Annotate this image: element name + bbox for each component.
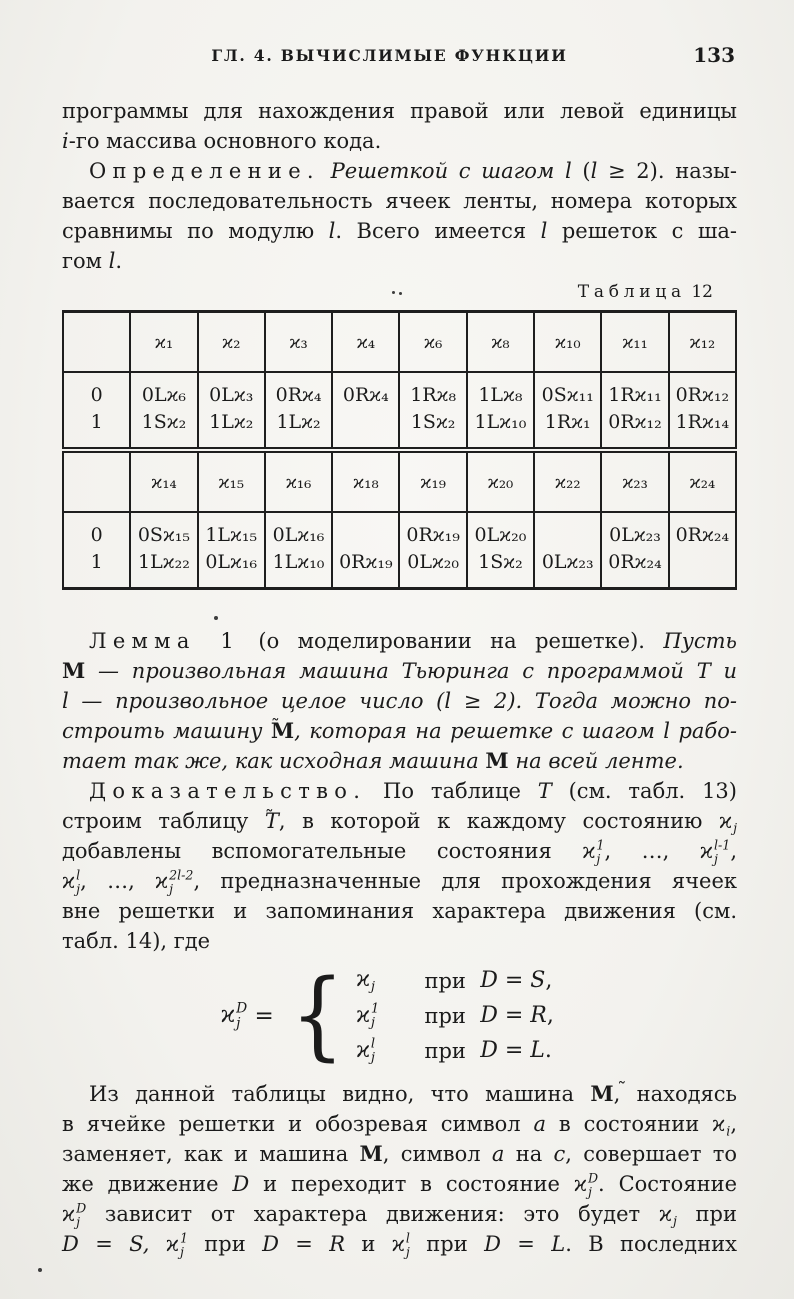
- text-line: вне решетки и запоминания характера движения (см.: [62, 899, 737, 923]
- table-data-row-1: [63, 372, 736, 450]
- program-cell: 0Rϰ₄ 1Lϰ₂: [265, 372, 332, 450]
- text-line: ϰ D j зависит от характера движения: это будет ϰ j при: [62, 1200, 737, 1230]
- equation-case-row: ϰ l j при D = L.: [356, 1036, 552, 1066]
- text-line: i-го массива основного кода.: [62, 129, 382, 153]
- text-line: строим таблицу T ˜, в которой к каждому состоянию ϰ j: [62, 806, 737, 836]
- state-header-cell: ϰ₁₂: [669, 312, 736, 373]
- text-line: табл. 14), где: [62, 929, 211, 953]
- state-header-cell: ϰ₁₁: [601, 312, 668, 373]
- corner-cell: [63, 312, 130, 373]
- state-header-cell: ϰ₁₀: [534, 312, 601, 373]
- program-cell: 0Sϰ₁₁ 1Rϰ₁: [534, 372, 601, 450]
- program-cell: 0Rϰ₁₉: [332, 512, 399, 589]
- text-line: Определение. Решеткой с шагом l (l ≥ 2). назы-: [89, 159, 737, 183]
- text-line: Из данной таблицы видно, что машина M ˜, находясь: [62, 1079, 737, 1109]
- text-line: добавлены вспомогательные состояния ϰ 1 j , …, ϰ l-1 j ,: [62, 837, 737, 867]
- state-header-cell: ϰ₃: [265, 312, 332, 373]
- table-caption-number: 12: [691, 282, 713, 302]
- table-caption: [62, 282, 737, 306]
- program-cell: 0Lϰ₂₃ 0Rϰ₂₄: [601, 512, 668, 589]
- state-header-cell: ϰ₈: [467, 312, 534, 373]
- equation-case-row: ϰ j при D = S,: [356, 967, 553, 995]
- program-cell: 0Lϰ₁₆ 1Lϰ₁₀: [265, 512, 332, 589]
- equation-case-row: ϰ 1 j при D = R,: [356, 1001, 554, 1031]
- page-number: 133: [693, 43, 735, 67]
- state-header-cell: ϰ₆: [399, 312, 466, 373]
- lemma-and-proof: [62, 626, 737, 956]
- text-line: тает так же, как исходная машина M на всей ленте.: [62, 748, 684, 773]
- intro-paragraphs: [62, 96, 737, 276]
- closing-paragraph: [62, 1079, 737, 1259]
- text-line: Доказательство. По таблице T (см. табл. 13): [89, 779, 737, 803]
- program-cell: 1Rϰ₈ 1Sϰ₂: [399, 372, 466, 450]
- text-line: M — произвольная машина Тьюринга с программой T и: [62, 658, 737, 683]
- table-header-row-1: [63, 312, 736, 373]
- state-header-cell: ϰ₁₈: [332, 450, 399, 512]
- equation-cases: [356, 964, 590, 1067]
- text-line: программы для нахождения правой или левой единицы: [62, 99, 737, 123]
- scan-artifact-dot: [38, 1268, 42, 1272]
- program-cell: 0Lϰ₂₀ 1Sϰ₂: [467, 512, 534, 589]
- state-header-cell: ϰ₁₉: [399, 450, 466, 512]
- state-header-cell: ϰ₂: [198, 312, 265, 373]
- state-header-cell: ϰ₄: [332, 312, 399, 373]
- cases-brace: {: [290, 958, 345, 1071]
- text-line: же движение D и переходит в состояние ϰ D j . Состояние: [62, 1170, 737, 1200]
- corner-cell: [63, 450, 130, 512]
- program-cell: 0Lϰ₃ 1Lϰ₂: [198, 372, 265, 450]
- text-line: Лемма 1 (о моделировании на решетке). Пусть: [89, 629, 737, 653]
- symbol-label-cell: 0 1: [63, 372, 130, 450]
- chapter-title: ГЛ. 4. ВЫЧИСЛИМЫЕ ФУНКЦИИ: [211, 46, 568, 65]
- program-cell: 0Sϰ₁₅ 1Lϰ₂₂: [130, 512, 197, 589]
- program-cell: 1Lϰ₈ 1Lϰ₁₀: [467, 372, 534, 450]
- program-cell: 0Lϰ₂₃: [534, 512, 601, 589]
- scan-artifact-dot: [392, 291, 395, 294]
- state-definition-equation: [68, 958, 743, 1071]
- equation-lhs: ϰ D j =: [220, 1000, 282, 1032]
- program-cell: 0Rϰ₁₉ 0Lϰ₂₀: [399, 512, 466, 589]
- state-header-cell: ϰ₁₆: [265, 450, 332, 512]
- program-cell: 0Lϰ₆ 1Sϰ₂: [130, 372, 197, 450]
- table-data-row-2: [63, 512, 736, 589]
- program-cell: 0Rϰ₂₄: [669, 512, 736, 589]
- program-cell: 0Rϰ₄: [332, 372, 399, 450]
- table-caption-word: Таблица: [577, 282, 686, 302]
- text-line: заменяет, как и машина M, символ a на c, совершает то: [62, 1141, 737, 1166]
- program-cell: 1Rϰ₁₁ 0Rϰ₁₂: [601, 372, 668, 450]
- text-line: строить машину M ˜, которая на решетке с шагом l рабо-: [62, 716, 737, 746]
- text-line: D = S, ϰ 1 j при D = R и ϰ l j при D = L. В последних: [62, 1230, 737, 1260]
- table-header-row-2: [63, 450, 736, 512]
- text-line: l — произвольное целое число (l ≥ 2). Тогда можно по-: [62, 689, 737, 713]
- program-cell: 1Lϰ₁₅ 0Lϰ₁₆: [198, 512, 265, 589]
- running-header: [62, 43, 737, 74]
- text-line: сравнимы по модулю l. Всего имеется l решеток с ша-: [62, 219, 737, 243]
- state-header-cell: ϰ₁: [130, 312, 197, 373]
- symbol-label-cell: 0 1: [63, 512, 130, 589]
- turing-program-table: [62, 310, 737, 590]
- text-line: ϰ l j , …, ϰ 2l-2 j , предназначенные для прохождения ячеек: [62, 867, 737, 897]
- program-cell: 0Rϰ₁₂ 1Rϰ₁₄: [669, 372, 736, 450]
- text-line: вается последовательность ячеек ленты, номера которых: [62, 189, 737, 213]
- scan-artifact-dot: [214, 616, 218, 620]
- text-line: в ячейке решетки и обозревая символ a в состоянии ϰ i ,: [62, 1112, 737, 1139]
- state-header-cell: ϰ₁₅: [198, 450, 265, 512]
- state-header-cell: ϰ₂₄: [669, 450, 736, 512]
- text-line: гом l.: [62, 249, 123, 273]
- state-header-cell: ϰ₂₀: [467, 450, 534, 512]
- state-header-cell: ϰ₂₃: [601, 450, 668, 512]
- state-header-cell: ϰ₁₄: [130, 450, 197, 512]
- state-header-cell: ϰ₂₂: [534, 450, 601, 512]
